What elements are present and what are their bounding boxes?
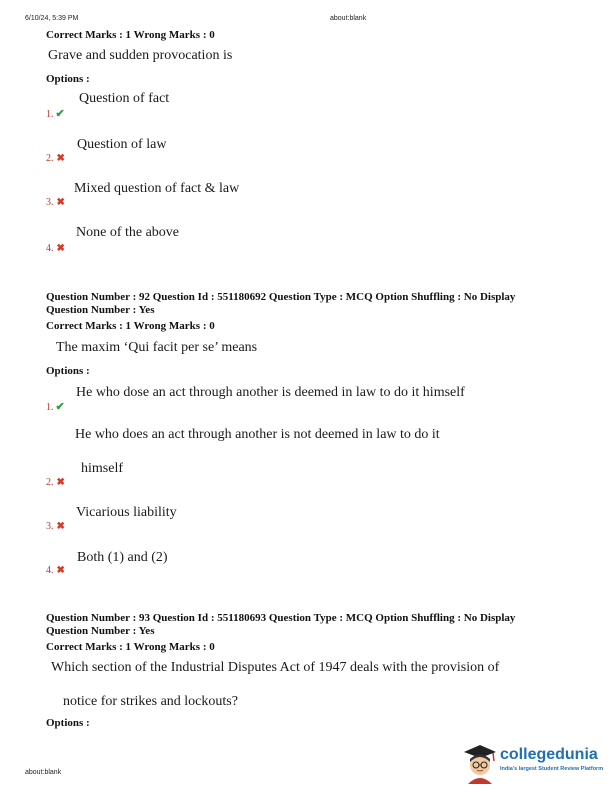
option-number: 3.: [46, 521, 54, 532]
q93-text-line2: notice for strikes and lockouts?: [63, 694, 238, 709]
q91-option-1-text: Question of fact: [79, 91, 170, 106]
option-number: 4.: [46, 565, 54, 576]
q91-marks: Correct Marks : 1 Wrong Marks : 0: [46, 29, 215, 41]
option-number: 2.: [46, 477, 54, 488]
print-footer-url: about:blank: [25, 769, 62, 776]
option-number: 2.: [46, 153, 54, 164]
q92-meta-line1: Question Number : 92 Question Id : 551180692 Question Type : MCQ Option Shuffling : No Display: [46, 291, 516, 303]
cross-icon: ✖: [56, 153, 65, 164]
q93-text-line1: Which section of the Industrial Disputes Act of 1947 deals with the provision of: [51, 660, 500, 675]
check-icon: ✔: [55, 401, 65, 413]
q93-options-label: Options :: [46, 717, 90, 729]
q93-meta-line1: Question Number : 93 Question Id : 551180693 Question Type : MCQ Option Shuffling : No Display: [46, 612, 516, 624]
q92-option-2-text-line2: himself: [81, 461, 123, 476]
q91-option-2-marker: [46, 148, 65, 166]
q92-option-3-text: Vicarious liability: [76, 505, 177, 520]
graduate-mascot-icon: [462, 742, 498, 784]
cross-icon: ✖: [56, 197, 65, 208]
cross-icon: ✖: [56, 477, 65, 488]
q92-option-3-marker: [46, 516, 65, 534]
q91-option-3-marker: [46, 192, 65, 210]
check-icon: ✔: [55, 108, 65, 120]
q92-marks: Correct Marks : 1 Wrong Marks : 0: [46, 320, 215, 332]
q92-options-label: Options :: [46, 365, 90, 377]
print-url: about:blank: [330, 15, 367, 22]
option-number: 3.: [46, 197, 54, 208]
q92-option-4-text: Both (1) and (2): [77, 550, 168, 565]
collegedunia-logo: [462, 742, 612, 786]
q91-option-3-text: Mixed question of fact & law: [74, 181, 240, 196]
brand-name: collegedunia: [500, 746, 598, 763]
cross-icon: ✖: [56, 521, 65, 532]
q92-option-1-text: He who dose an act through another is deemed in law to do it himself: [76, 385, 465, 400]
q91-option-1-marker: [46, 104, 65, 122]
option-number: 1.: [46, 402, 54, 413]
cross-icon: ✖: [56, 565, 65, 576]
q93-meta-line2: Question Number : Yes: [46, 625, 155, 637]
q92-option-4-marker: [46, 560, 65, 578]
q93-marks: Correct Marks : 1 Wrong Marks : 0: [46, 641, 215, 653]
q91-option-4-marker: [46, 238, 65, 256]
cross-icon: ✖: [56, 243, 65, 254]
q92-text: The maxim ‘Qui facit per se’ means: [56, 340, 258, 355]
q92-option-2-text-line1: He who does an act through another is not deemed in law to do it: [75, 427, 440, 442]
option-number: 1.: [46, 109, 54, 120]
q92-option-2-marker: [46, 472, 65, 490]
brand-tagline: India's largest Student Review Platform: [500, 766, 604, 772]
q91-options-label: Options :: [46, 73, 90, 85]
q92-meta-line2: Question Number : Yes: [46, 304, 155, 316]
q91-option-2-text: Question of law: [77, 137, 167, 152]
print-datetime: 6/10/24, 5:39 PM: [25, 15, 79, 22]
q92-option-1-marker: [46, 397, 65, 415]
q91-text: Grave and sudden provocation is: [48, 48, 233, 63]
q91-option-4-text: None of the above: [76, 225, 180, 240]
option-number: 4.: [46, 243, 54, 254]
